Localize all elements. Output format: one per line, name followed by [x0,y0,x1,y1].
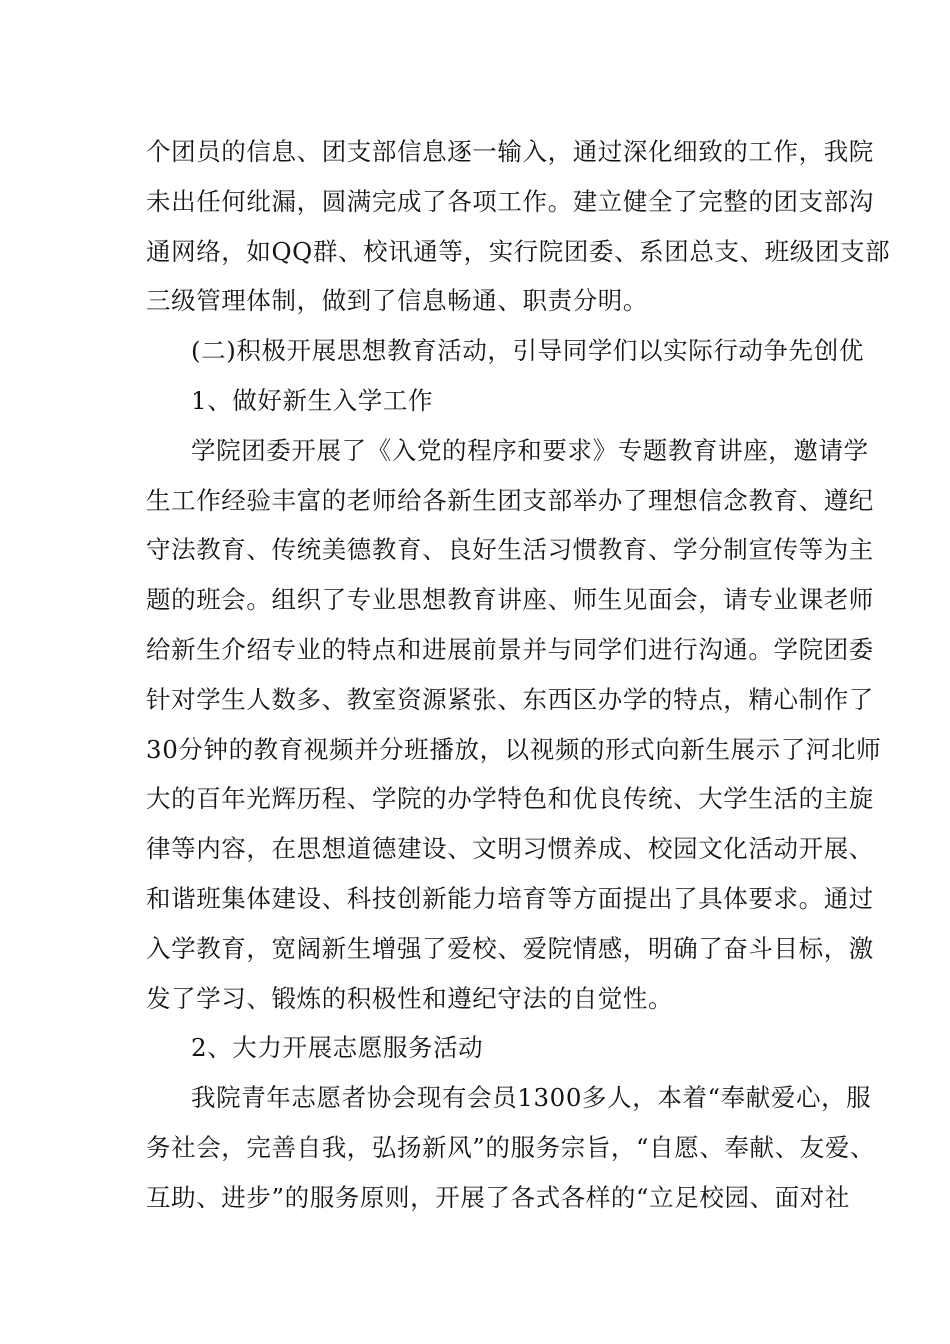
text-line: 互助、进步”的服务原则，开展了各式各样的“立足校园、面对社 [146,1183,850,1212]
text-line: 题的班会。组织了专业思想教育讲座、师生见面会，请专业课老师 [146,585,874,614]
text-line: 通网络，如QQ群、校讯通等，实行院团委、系团总支、班级团支部 [146,237,891,266]
text-line: 三级管理体制，做到了信息畅通、职责分明。 [146,286,648,315]
text-line: 入学教育，宽阔新生增强了爱校、爱院情感，明确了奋斗目标，激 [146,934,874,963]
text-line: 给新生介绍专业的特点和进展前景并与同学们进行沟通。学院团委 [146,635,874,664]
text-line: 发了学习、锻炼的积极性和遵纪守法的自觉性。 [146,984,674,1013]
text-line: 针对学生人数多、教室资源紧张、东西区办学的特点，精心制作了 [146,685,874,714]
text-line: 个团员的信息、团支部信息逐一输入，通过深化细致的工作，我院 [146,137,874,166]
text-line: 和谐班集体建设、科技创新能力培育等方面提出了具体要求。通过 [146,884,874,913]
text-line: 生工作经验丰富的老师给各新生团支部举办了理想信念教育、遵纪 [146,486,874,515]
text-line: 律等内容，在思想道德建设、文明习惯养成、校园文化活动开展、 [146,834,874,863]
text-line: 务社会，完善自我，弘扬新风”的服务宗旨，“自愿、奉献、友爱、 [146,1133,876,1162]
text-line: 学院团委开展了《入党的程序和要求》专题教育讲座，邀请学 [191,436,869,465]
text-line: 我院青年志愿者协会现有会员1300多人，本着“奉献爱心，服 [191,1083,872,1112]
text-line: 未出任何纰漏，圆满完成了各项工作。建立健全了完整的团支部沟 [146,187,874,216]
text-line: 守法教育、传统美德教育、良好生活习惯教育、学分制宣传等为主 [146,535,874,564]
subsection-heading: 2、大力开展志愿服务活动 [191,1033,484,1062]
section-heading: (二)积极开展思想教育活动，引导同学们以实际行动争先创优 [191,336,864,365]
subsection-heading: 1、做好新生入学工作 [191,386,434,415]
text-line: 30分钟的教育视频并分班播放，以视频的形式向新生展示了河北师 [146,735,882,764]
text-line: 大的百年光辉历程、学院的办学特色和优良传统、大学生活的主旋 [146,784,874,813]
